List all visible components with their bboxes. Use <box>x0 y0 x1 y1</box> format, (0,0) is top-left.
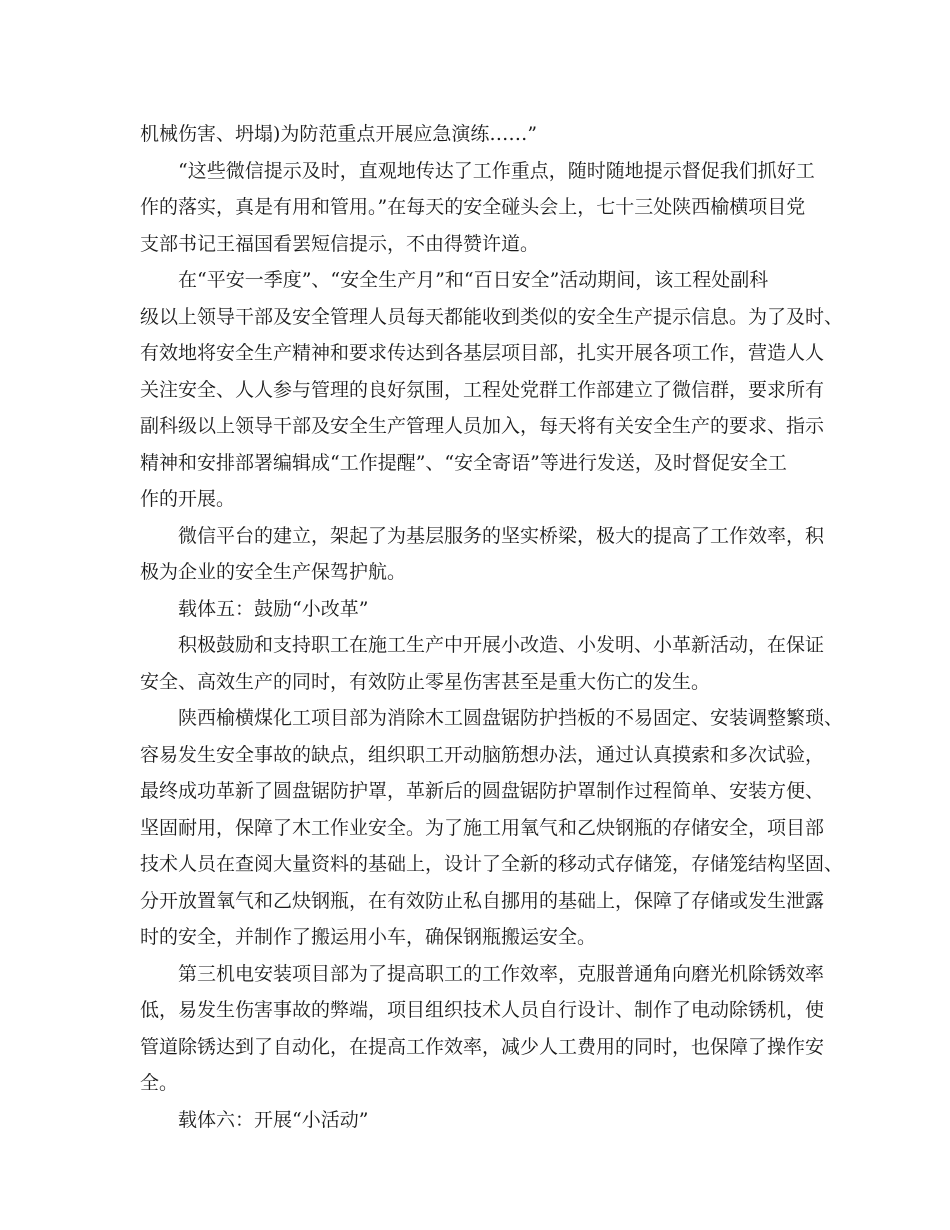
text-line: 精神和安排部署编辑成“工作提醒”、“安全寄语”等进行发送，及时督促安全工 <box>140 451 787 474</box>
text-line: 坚固耐用，保障了木工作业安全。为了施工用氧气和乙炔钢瓶的存储安全，项目部 <box>140 816 825 839</box>
document-body <box>140 116 844 1138</box>
text-line: 低，易发生伤害事故的弊端，项目组织技术人员自行设计、制作了电动除锈机，使 <box>140 999 825 1021</box>
text-line: 作的开展。 <box>140 488 236 510</box>
text-line: 有效地将安全生产精神和要求传达到各基层项目部，扎实开展各项工作，营造人人 <box>140 342 825 364</box>
text-line: 关注安全、人人参与管理的良好氛围，工程处党群工作部建立了微信群，要求所有 <box>140 378 825 401</box>
text-line: 支部书记王福国看罢短信提示，不由得赞许道。 <box>140 232 540 255</box>
text-line: 时的安全，并制作了搬运用小车，确保钢瓶搬运安全。 <box>140 926 597 948</box>
text-line: 作的落实，真是有用和管用。”在每天的安全碰头会上，七十三处陕西榆横项目党 <box>140 196 806 218</box>
text-line: 技术人员在查阅大量资料的基础上，设计了全新的移动式存储笼，存储笼结构坚固、 <box>140 853 844 875</box>
text-line: 陕西榆横煤化工项目部为消除木工圆盘锯防护挡板的不易固定、安装调整繁琐、 <box>178 707 844 729</box>
text-line: 微信平台的建立，架起了为基层服务的坚实桥梁，极大的提高了工作效率，积 <box>178 524 825 547</box>
text-line: 机械伤害、坍塌)为防范重点开展应急演练……” <box>140 123 538 145</box>
text-line: 积极鼓励和支持职工在施工生产中开展小改造、小发明、小革新活动，在保证 <box>178 634 825 656</box>
text-line: “这些微信提示及时，直观地传达了工作重点，随时随地提示督促我们抓好工 <box>178 159 815 182</box>
text-line: 第三机电安装项目部为了提高职工的工作效率，克服普通角向磨光机除锈效率 <box>178 962 825 985</box>
text-line: 载体五：鼓励“小改革” <box>178 597 369 620</box>
text-line: 极为企业的安全生产保驾护航。 <box>140 561 407 583</box>
text-line: 级以上领导干部及安全管理人员每天都能收到类似的安全生产提示信息。为了及时、 <box>140 305 844 328</box>
text-line: 在“平安一季度”、“安全生产月”和“百日安全”活动期间，该工程处副科 <box>178 269 769 291</box>
text-line: 分开放置氧气和乙炔钢瓶，在有效防止私自挪用的基础上，保障了存储或发生泄露 <box>140 889 825 912</box>
text-line: 载体六：开展“小活动” <box>178 1108 369 1131</box>
text-line: 副科级以上领导干部及安全生产管理人员加入，每天将有关安全生产的要求、指示 <box>140 415 825 437</box>
text-line: 管道除锈达到了自动化，在提高工作效率，减少人工费用的同时，也保障了操作安 <box>140 1035 825 1058</box>
text-line: 全。 <box>140 1072 179 1094</box>
text-line: 容易发生安全事故的缺点，组织职工开动脑筋想办法，通过认真摸索和多次试验， <box>140 743 825 766</box>
text-line: 安全、高效生产的同时，有效防止零星伤害甚至是重大伤亡的发生。 <box>140 670 711 693</box>
text-line: 最终成功革新了圆盘锯防护罩，革新后的圆盘锯防护罩制作过程简单、安装方便、 <box>140 780 825 802</box>
